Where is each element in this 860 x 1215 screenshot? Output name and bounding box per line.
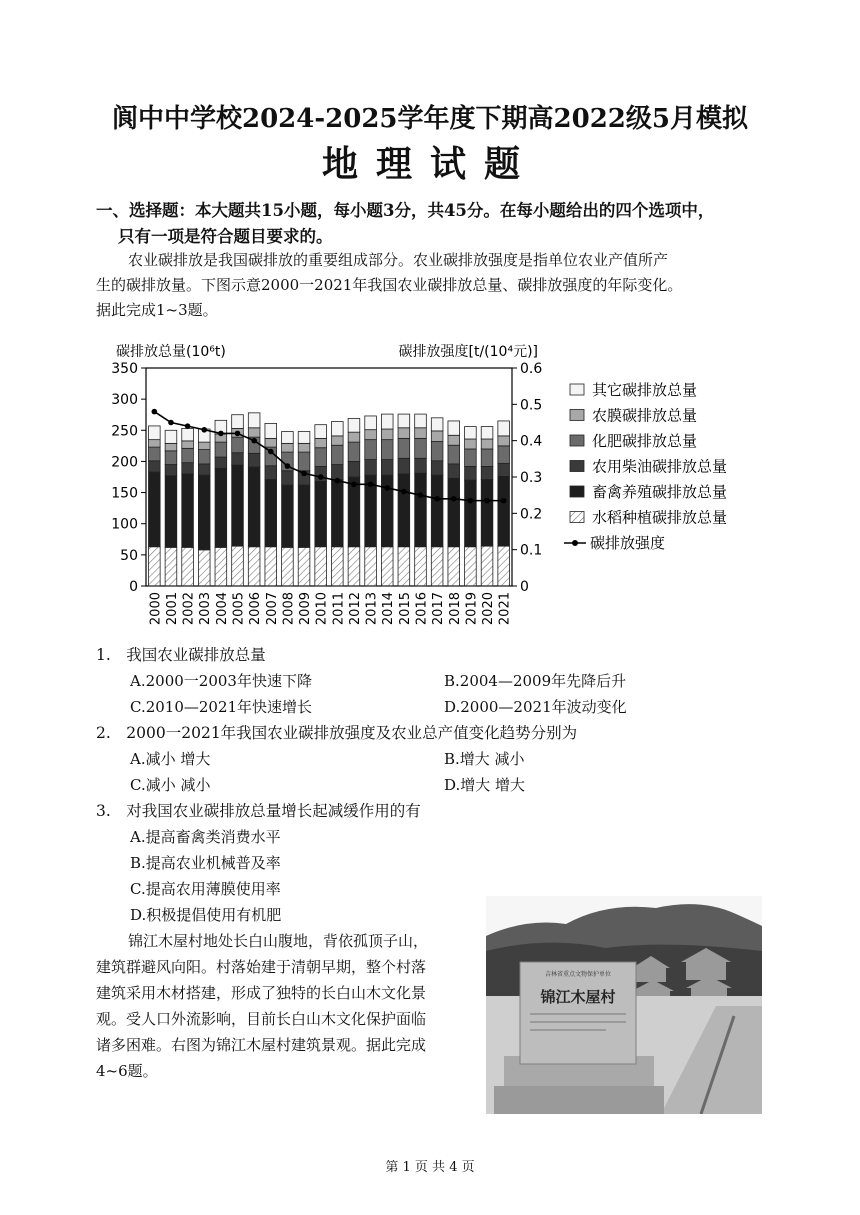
- x-tick-label: 2015: [397, 592, 413, 626]
- bar-segment-0: [381, 547, 393, 586]
- intensity-point: [434, 496, 440, 502]
- bar-segment-1: [232, 465, 244, 546]
- bar-segment-5: [465, 427, 477, 439]
- bar-segment-0: [182, 547, 194, 586]
- intensity-point: [368, 481, 374, 487]
- bar-segment-4: [465, 439, 477, 449]
- village-photo: [486, 896, 762, 1114]
- bar-segment-5: [282, 432, 294, 444]
- bar-segment-5: [365, 416, 377, 430]
- bar-segment-4: [498, 436, 510, 446]
- bar-segment-4: [365, 430, 377, 440]
- legend-swatch: [570, 410, 584, 421]
- bar-segment-2: [381, 460, 393, 476]
- right-tick-label: 0.2: [520, 506, 543, 523]
- bar-segment-0: [348, 547, 360, 586]
- bar-segment-4: [148, 440, 160, 447]
- passage-2-line3: 建筑采用木材搭建，形成了独特的长白山木文化景: [96, 984, 427, 1002]
- bar-segment-4: [298, 443, 310, 452]
- intensity-point: [251, 438, 257, 444]
- right-tick-label: 0: [520, 579, 529, 595]
- bar-segment-3: [165, 451, 177, 465]
- bar-segment-2: [148, 461, 160, 472]
- bar-segment-1: [498, 476, 510, 546]
- passage-1-line1: 农业碳排放是我国碳排放的重要组成部分。农业碳排放强度是指单位农业产值所产: [128, 251, 669, 269]
- bar-segment-0: [498, 546, 510, 586]
- x-tick-label: 2012: [347, 592, 363, 626]
- bar-segment-1: [465, 480, 477, 547]
- bar-segment-1: [298, 485, 310, 547]
- bar-segment-5: [148, 426, 160, 440]
- left-tick-label: 50: [120, 547, 138, 564]
- section-heading-line2: 只有一项是符合题目要求的。: [118, 227, 333, 246]
- intensity-point: [501, 498, 507, 504]
- bar-segment-4: [415, 428, 427, 439]
- bar-segment-0: [215, 547, 227, 586]
- bar-segment-3: [448, 445, 460, 464]
- bar-segment-0: [282, 547, 294, 586]
- legend-line-marker: [572, 540, 578, 546]
- left-tick-label: 150: [111, 485, 138, 502]
- q2-option-a: A.减小 增大: [130, 750, 211, 768]
- bar-segment-5: [431, 418, 443, 431]
- bar-segment-0: [315, 547, 327, 586]
- bar-segment-2: [398, 458, 410, 474]
- x-tick-label: 2007: [264, 592, 280, 626]
- q3-option-b: B.提高农业机械普及率: [130, 854, 281, 872]
- passage-2: [96, 928, 481, 1084]
- bar-segment-1: [248, 467, 260, 547]
- section-heading-line1: 一、选择题：本大题共15小题，每小题3分，共45分。在每小题给出的四个选项中，: [96, 201, 715, 220]
- q1-option-c: C.2010—2021年快速增长: [130, 698, 313, 716]
- bar-segment-2: [282, 471, 294, 485]
- bar-segment-1: [148, 472, 160, 547]
- passage-1: [96, 248, 776, 323]
- passage-2-line2: 建筑群避风向阳。村落始建于清朝早期，整个村落: [96, 958, 427, 976]
- left-tick-label: 0: [129, 579, 138, 595]
- bar-segment-0: [431, 547, 443, 586]
- x-tick-label: 2014: [381, 592, 397, 626]
- x-tick-label: 2013: [364, 592, 380, 626]
- right-tick-label: 0.4: [520, 433, 543, 450]
- left-axis-label: 碳排放总量(10⁶t): [116, 344, 226, 360]
- intensity-point: [351, 481, 357, 487]
- intensity-point: [451, 496, 457, 502]
- bar-segment-5: [415, 414, 427, 428]
- bar-segment-0: [415, 547, 427, 586]
- q2-option-c: C.减小 减小: [130, 776, 211, 794]
- passage-1-line3: 据此完成1~3题。: [96, 301, 218, 319]
- intensity-point: [235, 431, 241, 437]
- subject-title: 地理试题: [321, 143, 538, 185]
- x-tick-label: 2021: [497, 592, 513, 626]
- bar-segment-3: [315, 448, 327, 467]
- x-tick-label: 2008: [281, 592, 297, 626]
- bar-segment-0: [398, 547, 410, 586]
- bar-segment-2: [448, 464, 460, 478]
- q3-option-c: C.提高农用薄膜使用率: [130, 880, 281, 898]
- carbon-emission-chart: [100, 336, 750, 636]
- bar-segment-4: [198, 442, 210, 449]
- passage-2-line5: 诸多困难。右图为锦江木屋村建筑景观。据此完成: [96, 1036, 427, 1054]
- legend-label: 畜禽养殖碳排放总量: [592, 483, 728, 501]
- bar-segment-1: [182, 474, 194, 547]
- bar-segment-4: [331, 436, 343, 445]
- bar-segment-2: [348, 461, 360, 477]
- intensity-point: [318, 474, 324, 480]
- passage-2-line1: 锦江木屋村地处长白山腹地，背依孤顶子山，: [128, 932, 429, 950]
- bar-segment-4: [481, 439, 493, 449]
- bar-segment-2: [215, 457, 227, 468]
- q2-option-d: D.增大 增大: [444, 776, 526, 794]
- right-axis-label: 碳排放强度[t/(10⁴元)]: [398, 344, 538, 360]
- exam-title: 阆中中学校2024-2025学年度下期高2022级5月模拟: [112, 104, 748, 134]
- bar-segment-4: [165, 443, 177, 450]
- bar-segment-3: [148, 447, 160, 461]
- bar-segment-2: [165, 465, 177, 476]
- bar-segment-1: [265, 479, 277, 546]
- bar-segment-0: [265, 547, 277, 586]
- legend-label: 农用柴油碳排放总量: [592, 457, 728, 476]
- bar-segment-0: [448, 547, 460, 586]
- q2-option-b: B.增大 减小: [444, 750, 525, 768]
- bar-segment-4: [248, 428, 260, 437]
- q2-stem: 2. 2000一2021年我国农业碳排放强度及农业总产值变化趋势分别为: [96, 724, 578, 742]
- q3-option-d: D.积极提倡使用有机肥: [130, 906, 282, 924]
- bar-segment-1: [415, 473, 427, 546]
- bar-segment-2: [415, 458, 427, 473]
- left-tick-label: 100: [111, 516, 138, 533]
- legend-label: 碳排放强度: [590, 534, 666, 552]
- intensity-point: [484, 498, 490, 504]
- intensity-point: [401, 489, 407, 495]
- bar-segment-3: [298, 452, 310, 471]
- bar-segment-3: [481, 449, 493, 466]
- bar-segment-3: [365, 440, 377, 460]
- bar-segment-5: [448, 421, 460, 435]
- bar-segment-0: [148, 547, 160, 586]
- bar-segment-2: [498, 463, 510, 476]
- bar-segment-3: [331, 445, 343, 464]
- bar-segment-1: [215, 468, 227, 547]
- legend-swatch: [570, 435, 584, 446]
- page-footer: 第 1 页 共 4 页: [385, 1160, 475, 1175]
- bar-segment-5: [265, 423, 277, 438]
- x-tick-label: 2019: [464, 592, 480, 626]
- bar-segment-0: [232, 546, 244, 586]
- bar-segment-5: [232, 415, 244, 429]
- legend-swatch: [570, 512, 584, 523]
- bar-segment-5: [298, 432, 310, 444]
- bar-segment-2: [331, 465, 343, 480]
- bar-segment-2: [232, 453, 244, 465]
- bar-segment-3: [348, 442, 360, 461]
- bar-segment-2: [248, 453, 260, 467]
- intensity-point: [152, 409, 158, 415]
- x-tick-label: 2003: [198, 592, 214, 626]
- x-tick-label: 2005: [231, 592, 247, 626]
- bar-segment-3: [431, 441, 443, 460]
- x-tick-label: 2000: [148, 592, 164, 626]
- x-tick-label: 2016: [414, 592, 430, 626]
- q1-stem: 1. 我国农业碳排放总量: [96, 646, 266, 664]
- bar-segment-3: [198, 450, 210, 464]
- bar-segment-5: [348, 418, 360, 432]
- bar-segment-1: [282, 485, 294, 547]
- intensity-point: [185, 423, 191, 429]
- left-tick-label: 200: [111, 454, 138, 471]
- left-tick-label: 350: [111, 361, 138, 377]
- legend-label: 水稻种植碳排放总量: [592, 508, 728, 527]
- bar-segment-4: [398, 428, 410, 439]
- bar-segment-4: [315, 438, 327, 447]
- bar-segment-0: [248, 547, 260, 586]
- bar-segment-3: [398, 438, 410, 458]
- bar-segment-5: [381, 414, 393, 429]
- bar-segment-3: [381, 440, 393, 460]
- bar-segment-3: [465, 449, 477, 466]
- intensity-point: [168, 420, 174, 426]
- x-tick-label: 2004: [214, 592, 230, 626]
- bar-segment-1: [165, 476, 177, 548]
- stone-small-text: 吉林省重点文物保护单位: [544, 971, 612, 978]
- legend-label: 农膜碳排放总量: [592, 406, 698, 425]
- intensity-point: [468, 498, 474, 504]
- x-tick-label: 2009: [298, 592, 314, 626]
- bar-segment-5: [182, 428, 194, 440]
- right-tick-label: 0.6: [520, 361, 543, 377]
- bar-segment-4: [282, 443, 294, 452]
- bar-segment-5: [481, 427, 493, 439]
- bar-segment-3: [215, 442, 227, 457]
- intensity-point: [301, 471, 307, 477]
- x-tick-label: 2006: [248, 592, 264, 626]
- q3-stem: 3. 对我国农业碳排放总量增长起减缓作用的有: [96, 802, 421, 820]
- passage-1-line2: 生的碳排放量。下图示意2000一2021年我国农业碳排放总量、碳排放强度的年际变化。: [96, 276, 683, 294]
- bar-segment-5: [315, 425, 327, 439]
- passage-2-line4: 观。受人口外流影响，目前长白山木文化保护面临: [96, 1010, 427, 1028]
- bar-segment-2: [198, 464, 210, 475]
- intensity-point: [268, 449, 274, 455]
- q1-option-d: D.2000—2021年波动变化: [444, 698, 627, 716]
- bar-segment-0: [198, 550, 210, 586]
- plot-area: [111, 361, 542, 625]
- bar-segment-3: [498, 446, 510, 463]
- bar-segment-0: [165, 547, 177, 586]
- bar-segment-0: [481, 546, 493, 586]
- bar-segment-2: [465, 466, 477, 480]
- section-heading: [96, 198, 776, 250]
- passage-2-line6: 4~6题。: [96, 1062, 158, 1080]
- bar-segment-4: [448, 435, 460, 445]
- left-tick-label: 250: [111, 423, 138, 440]
- x-tick-label: 2011: [331, 592, 347, 626]
- intensity-point: [218, 431, 224, 437]
- intensity-point: [335, 478, 341, 484]
- bar-segment-5: [498, 421, 510, 436]
- right-tick-label: 0.1: [520, 542, 543, 559]
- bar-segment-3: [415, 438, 427, 458]
- bar-segment-0: [331, 547, 343, 586]
- bar-segment-4: [182, 441, 194, 448]
- intensity-point: [418, 492, 424, 498]
- q1-option-b: B.2004—2009年先降后升: [444, 672, 627, 690]
- bar-segment-2: [265, 466, 277, 480]
- bar-segment-1: [398, 474, 410, 547]
- bar-segment-5: [331, 422, 343, 436]
- legend-swatch: [570, 486, 584, 497]
- x-tick-label: 2010: [314, 592, 330, 626]
- bar-segment-2: [481, 466, 493, 479]
- legend-swatch: [570, 461, 584, 472]
- bar-segment-5: [248, 413, 260, 428]
- q3-option-a: A.提高畜禽类消费水平: [130, 828, 281, 846]
- bar-segment-5: [398, 414, 410, 428]
- bar-segment-0: [465, 547, 477, 586]
- x-tick-label: 2001: [164, 592, 180, 626]
- bar-segment-1: [448, 478, 460, 547]
- bar-segment-0: [298, 547, 310, 586]
- intensity-point: [285, 463, 291, 469]
- right-tick-label: 0.5: [520, 397, 543, 414]
- legend-swatch: [570, 384, 584, 395]
- left-tick-label: 300: [111, 392, 138, 409]
- bar-segment-4: [381, 429, 393, 440]
- bar-segment-5: [165, 430, 177, 443]
- right-tick-label: 0.3: [520, 470, 543, 486]
- bar-segment-3: [182, 448, 194, 462]
- bar-segment-1: [198, 475, 210, 550]
- bar-segment-0: [365, 547, 377, 586]
- bar-segment-4: [431, 431, 443, 442]
- bar-segment-2: [365, 460, 377, 476]
- bar-segment-4: [348, 432, 360, 442]
- bar-segment-1: [431, 475, 443, 547]
- bar-segment-4: [265, 438, 277, 447]
- bar-segment-1: [348, 477, 360, 547]
- bar-segment-1: [481, 479, 493, 546]
- x-tick-label: 2018: [447, 592, 463, 626]
- stone-inscription: 锦江木屋村: [540, 988, 616, 1006]
- intensity-point: [384, 485, 390, 491]
- legend-label: 其它碳排放总量: [592, 381, 698, 399]
- bar-segment-2: [182, 463, 194, 474]
- intensity-point: [201, 427, 207, 433]
- bar-segment-2: [431, 461, 443, 475]
- legend: [564, 381, 727, 552]
- bar-segment-1: [331, 479, 343, 546]
- x-tick-label: 2017: [431, 592, 447, 626]
- bar-segment-3: [232, 437, 244, 453]
- q1-option-a: A.2000一2003年快速下降: [130, 672, 312, 690]
- x-tick-label: 2020: [481, 592, 497, 626]
- legend-label: 化肥碳排放总量: [592, 432, 698, 450]
- x-tick-label: 2002: [181, 592, 197, 626]
- bar-segment-1: [315, 481, 327, 546]
